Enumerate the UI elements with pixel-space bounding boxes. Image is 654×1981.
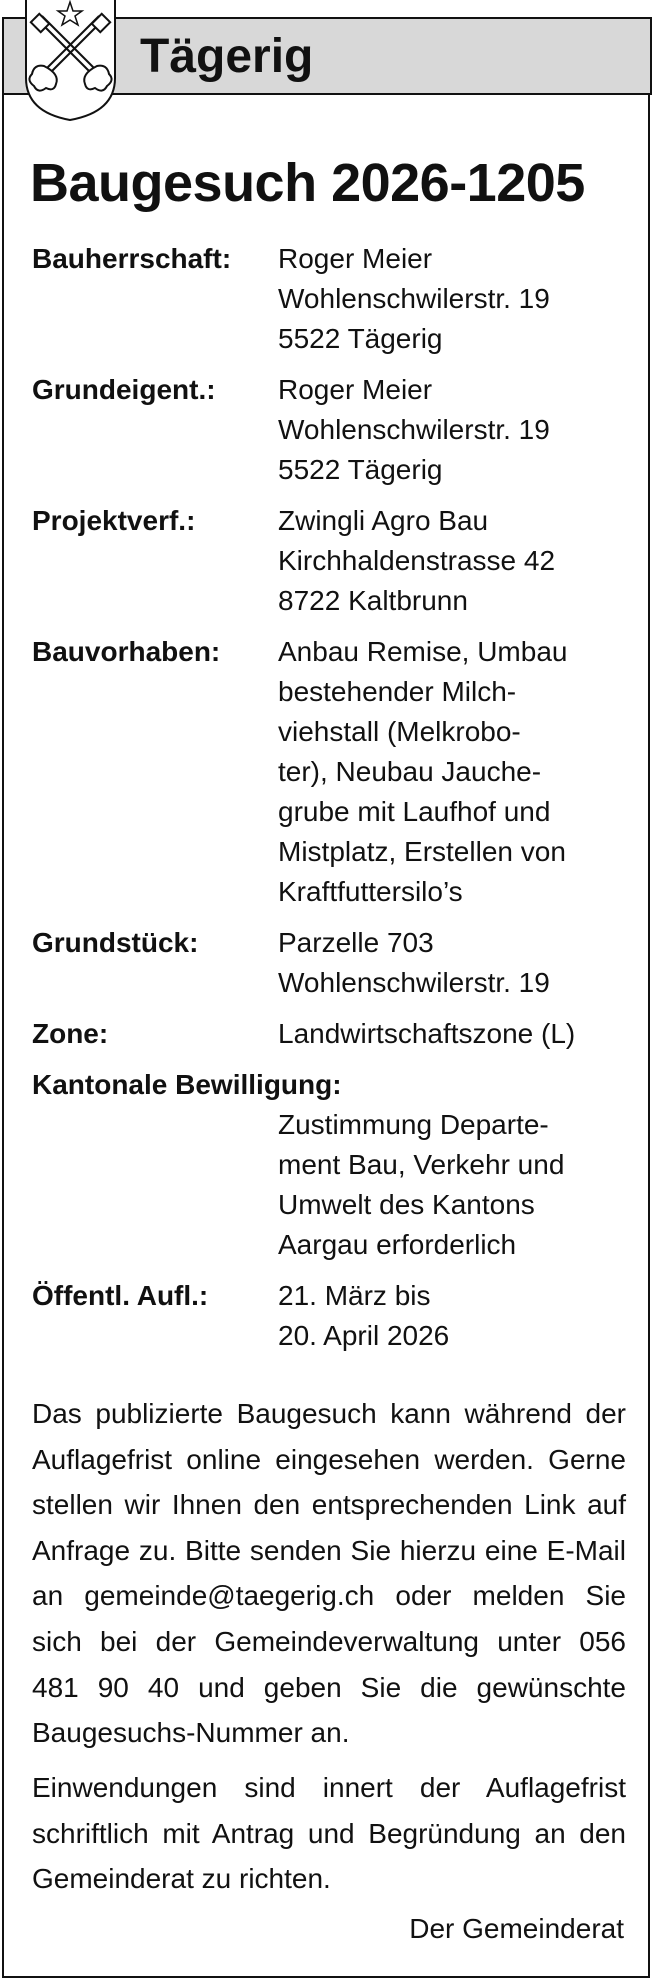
value-line: 21. März bis (278, 1280, 431, 1311)
field-value (278, 370, 632, 490)
field-projektverfasser (32, 501, 632, 621)
coat-of-arms-icon (24, 0, 117, 122)
value-line: Kirchhaldenstrasse 42 (278, 545, 556, 576)
field-zone (32, 1014, 632, 1054)
field-label: Bauvorhaben: (32, 636, 221, 667)
value-line: viehstall (Melkrobo- (278, 716, 521, 747)
value-line: Zwingli Agro Bau (278, 505, 489, 536)
field-value (278, 1014, 632, 1054)
field-bauherrschaft (32, 239, 632, 359)
value-line: 20. April 2026 (278, 1320, 450, 1351)
field-label: Grundstück: (32, 927, 199, 958)
fields-table (32, 239, 632, 1367)
municipality-name: Tägerig (140, 30, 314, 83)
value-line: Landwirtschaftszone (L) (278, 1018, 576, 1049)
value-line: Parzelle 703 (278, 927, 434, 958)
value-line: Wohlenschwilerstr. 19 (278, 414, 550, 445)
value-line: bestehender Milch- (278, 676, 517, 707)
value-line: Anbau Remise, Umbau (278, 636, 568, 667)
value-line: Kraftfuttersilo’s (278, 876, 463, 907)
value-line: Wohlenschwilerstr. 19 (278, 283, 550, 314)
value-line: Roger Meier (278, 243, 433, 274)
field-label: Grundeigent.: (32, 374, 216, 405)
field-grundstueck (32, 923, 632, 1003)
field-label: Öffentl. Aufl.: (32, 1280, 209, 1311)
field-label: Kantonale Bewilligung: (32, 1069, 342, 1100)
field-value (278, 632, 632, 912)
info-paragraph: Das publizierte Baugesuch kann während der Auflagefrist online eingesehen werden. Gerne stellen wir Ihnen den entsprechenden Link auf Anfrage zu. Bitte senden Sie hierzu eine E-Mail an gemeinde@taegerig.ch oder melden Sie sich bei der Gemeindeverwaltung unter 056 481 90 40 und geben Sie die gewünschte Baugesuchs-Nummer an. (32, 1398, 626, 1749)
signature: Der Gemeinderat (409, 1913, 624, 1944)
page-title: Baugesuch 2026-1205 (30, 153, 585, 213)
field-grundeigentuemer (32, 370, 632, 490)
field-value (278, 1105, 632, 1265)
value-line: Wohlenschwilerstr. 19 (278, 967, 550, 998)
field-oeffentliche-auflage (32, 1276, 632, 1356)
objection-paragraph: Einwendungen sind innert der Auflagefrist schriftlich mit Antrag und Begründung an den Gemeinderat zu richten. (32, 1772, 626, 1895)
field-kantonale-bewilligung (32, 1065, 632, 1265)
value-line: 5522 Tägerig (278, 323, 443, 354)
value-line: Zustimmung Departe- (278, 1109, 549, 1140)
value-line: Roger Meier (278, 374, 433, 405)
value-line: 5522 Tägerig (278, 454, 443, 485)
value-line: grube mit Laufhof und (278, 796, 551, 827)
field-value (278, 923, 632, 1003)
field-label: Projektverf.: (32, 505, 196, 536)
value-line: Aargau erforderlich (278, 1229, 517, 1260)
value-line: ter), Neubau Jauche- (278, 756, 542, 787)
field-bauvorhaben (32, 632, 632, 912)
value-line: Mistplatz, Erstellen von (278, 836, 566, 867)
value-line: ment Bau, Verkehr und (278, 1149, 565, 1180)
field-value (278, 239, 632, 359)
field-value (278, 501, 632, 621)
field-label: Bauherrschaft: (32, 243, 232, 274)
field-label: Zone: (32, 1018, 109, 1049)
field-value (278, 1276, 632, 1356)
value-line: Umwelt des Kantons (278, 1189, 535, 1220)
value-line: 8722 Kaltbrunn (278, 585, 468, 616)
